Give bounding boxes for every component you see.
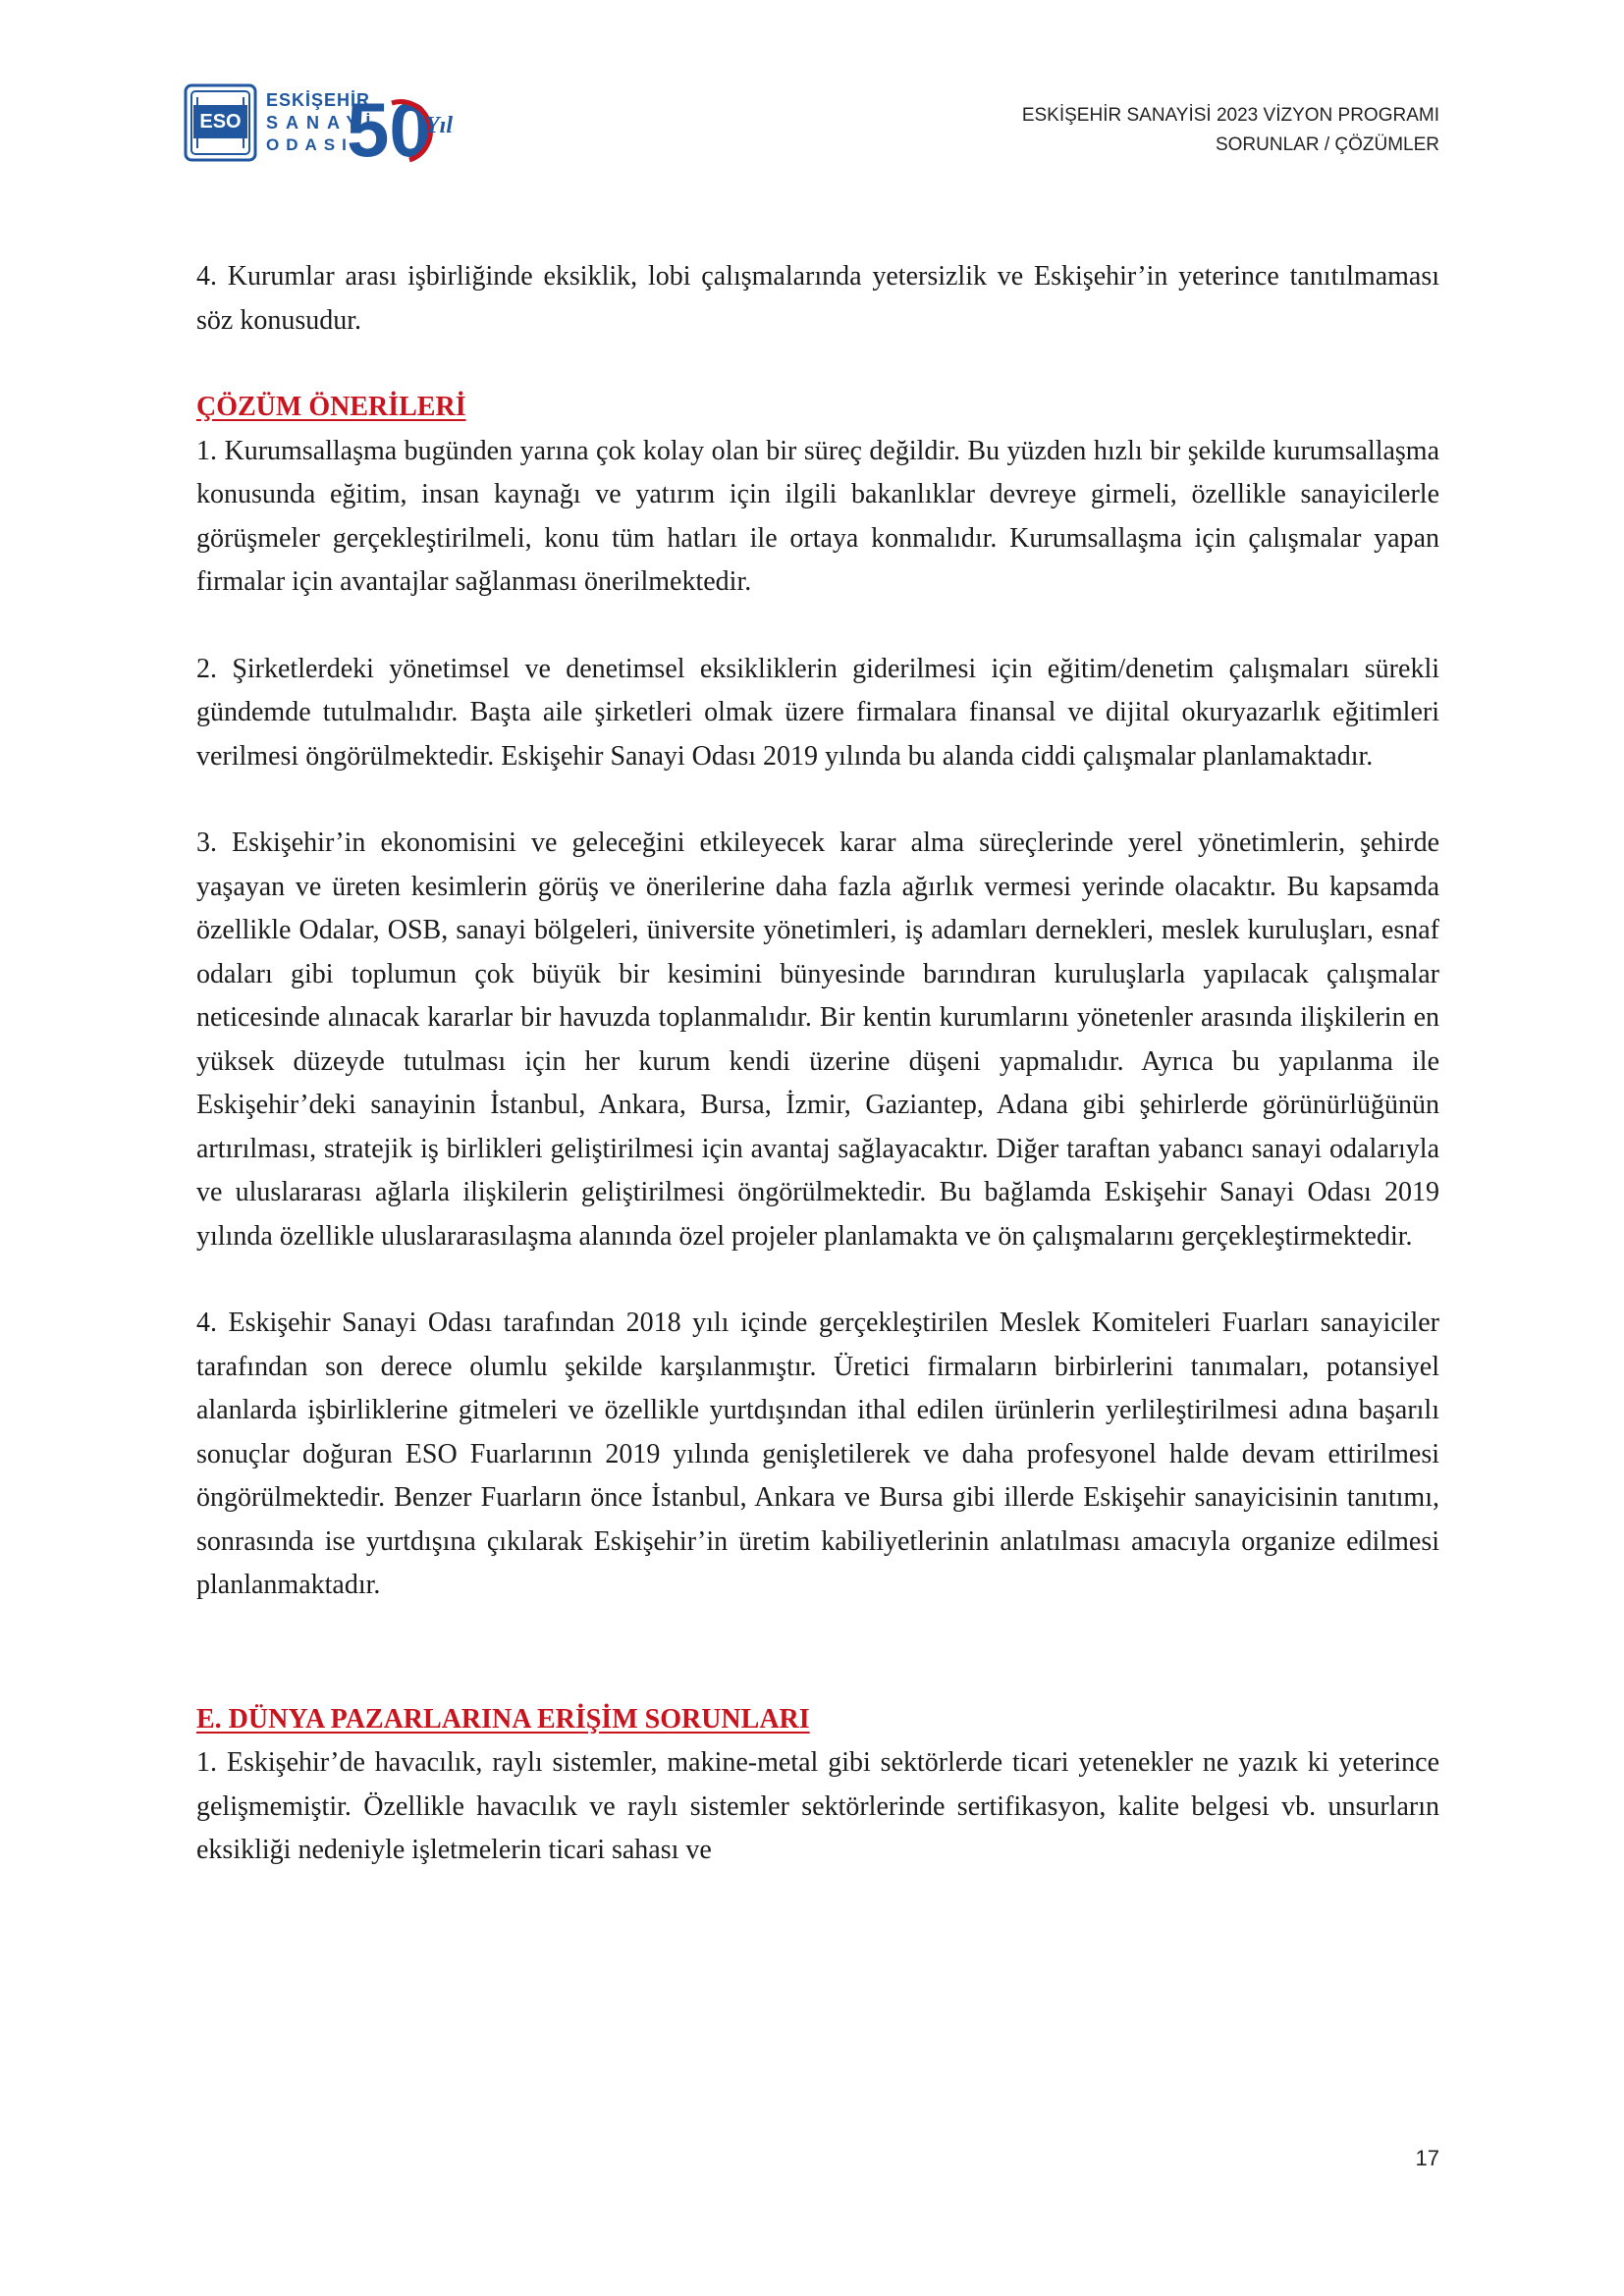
- solution-paragraph-3: 3. Eskişehir’in ekonomisini ve geleceğini etkileyecek karar alma süreçlerinde yerel yönetimlerin, şehirde yaşayan ve üreten kesimlerin görüş ve önerilerine daha fazla ağırlık vermesi yerinde olacaktır. Bu kapsamda özellikle Odalar, OSB, sanayi bölgeleri, üniversite yönetimleri, iş adamları dernekleri, meslek kuruluşları, esnaf odaları gibi toplumun çok büyük bir kesimini bünyesinde barındıran kuruluşlarla yapılacak çalışmalar neticesinde alınacak kararlar bir havuzda toplanmalıdır. Bir kentin kurumlarını yönetenler arasında ilişkilerin en yüksek düzeyde tutulması için her kurum kendi üzerine düşeni yapmalıdır. Ayrıca bu yapılanma ile Eskişehir’deki sanayinin İstanbul, Ankara, Bursa, İzmir, Gaziantep, Adana gibi şehirlerde görünürlüğünün artırılması, stratejik iş birlikleri geliştirilmesi için avantaj sağlayacaktır. Diğer taraftan yabancı sanayi odalarıyla ve uluslararası ağlarla ilişkilerin geliştirilmesi öngörülmektedir. Bu bağlamda Eskişehir Sanayi Odası 2019 yılında özellikle uluslararasılaşma alanında özel projeler planlamakta ve ön çalışmalarını gerçekleştirmektedir.: [196, 828, 1439, 1252]
- solution-paragraph-1: 1. Kurumsallaşma bugünden yarına çok kolay olan bir süreç değildir. Bu yüzden hızlı bir şekilde kurumsallaşma konusunda eğitim, insan kaynağı ve yatırım için ilgili bakanlıklar devreye girmeli, özellikle sanayicilerle görüşmeler gerçekleştirilmeli, konu tüm hatları ile ortaya konmalıdır. Kurumsallaşma için çalışmalar yapan firmalar için avantajlar sağlanması önerilmektedir.: [196, 435, 1439, 597]
- solution-paragraph-2: 2. Şirketlerdeki yönetimsel ve denetimsel eksikliklerin giderilmesi için eğitim/denetim çalışmaları sürekli gündemde tutulmalıdır. Başta aile şirketleri olmak üzere firmalara finansal ve dijital okuryazarlık eğitimleri verilmesi öngörülmektedir. Eskişehir Sanayi Odası 2019 yılında bu alanda ciddi çalışmalar planlamaktadır.: [196, 653, 1439, 772]
- eso-logo: [184, 83, 468, 168]
- solutions-heading: ÇÖZÜM ÖNERİLERİ: [196, 392, 466, 422]
- section-e-heading: E. DÜNYA PAZARLARINA ERİŞİM SORUNLARI: [196, 1703, 810, 1735]
- page-number: 17: [1415, 2146, 1439, 2170]
- solution-paragraph-4: 4. Eskişehir Sanayi Odası tarafından 2018 yılı içinde gerçekleştirilen Meslek Komiteleri Fuarları sanayiciler tarafından son derece olumlu şekilde karşılanmıştır. Üretici firmaların birbirlerini tanımaları, potansiyel alanlarda işbirliklerine gitmeleri ve özellikle yurtdışından ithal edilen ürünlerin yerlileştirilmesi adına başarılı sonuçlar doğuran ESO Fuarlarının 2019 yılında genişletilerek ve daha profesyonel halde devam ettirilmesi öngörülmektedir. Benzer Fuarların önce İstanbul, Ankara ve Bursa gibi illerde Eskişehir sanayicisinin tanıtımı, sonrasında ise yurtdışına çıkılarak Eskişehir’in üretim kabiliyetlerinin anlatılması amacıyla organize edilmesi planlanmaktadır.: [196, 1308, 1439, 1600]
- document-header: [1022, 101, 1439, 160]
- section-e-paragraph-1: 1. Eskişehir’de havacılık, raylı sistemler, makine-metal gibi sektörlerde ticari yetenekler ne yazık ki yeterince gelişmemiştir. Özellikle havacılık ve raylı sistemler sektörlerinde sertifikasyon, kalite belgesi vb. unsurların eksikliği nedeniyle işletmelerin ticari sahası ve: [196, 1747, 1439, 1865]
- logo-line-eskisehir: ESKİŞEHİR: [266, 90, 371, 110]
- anniversary-word: Yıl: [425, 113, 453, 138]
- page-body: [196, 255, 1439, 1873]
- logo-line-odasi: ODASI: [266, 135, 353, 154]
- logo-eso-box: ESO: [193, 105, 247, 138]
- anniversary-number: 50: [347, 86, 432, 168]
- header-subtitle: SORUNLAR / ÇÖZÜMLER: [1215, 134, 1439, 155]
- logo-line-sanayi: SANAYİ: [266, 113, 379, 133]
- header-program-title: ESKİŞEHİR SANAYİSİ 2023 VİZYON PROGRAMI: [1021, 105, 1439, 126]
- intro-paragraph: 4. Kurumlar arası işbirliğinde eksiklik, lobi çalışmalarında yetersizlik ve Eskişehir’in yeterince tanıtılmaması söz konusudur.: [196, 261, 1439, 336]
